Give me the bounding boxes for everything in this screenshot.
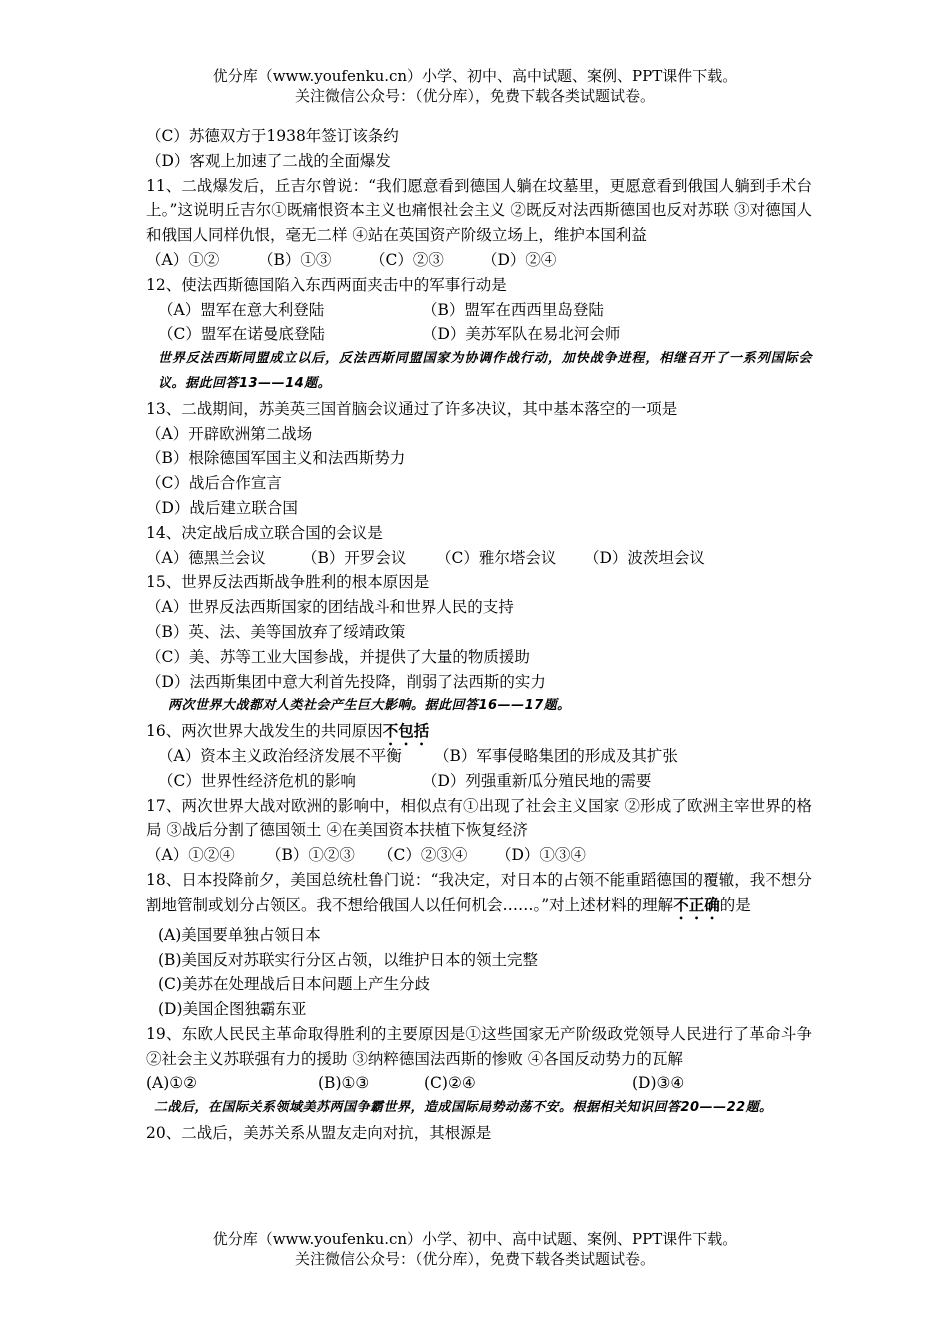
footer-line-2: 关注微信公众号：（优分库），免费下载各类试题试卷。 [294, 1250, 655, 1268]
q18-stem-emphasis: 不正确 [673, 895, 720, 914]
q13-option-a: （A）开辟欧洲第二战场 [146, 424, 313, 443]
instruction-note-16-17: 两次世界大战都对人类社会产生巨大影响。据此回答16——17题。 [168, 698, 571, 714]
q15-option-c: （C）美、苏等工业大国参战，并提供了大量的物质援助 [146, 647, 530, 666]
q19-option-a: (A)①② [146, 1074, 198, 1093]
q16-options-row2 [146, 769, 812, 794]
q14-option-d: （D）波茨坦会议 [584, 548, 705, 567]
q16-options-row1 [146, 744, 812, 769]
q14-option-a: （A）德黑兰会议 [146, 548, 266, 567]
page-header [0, 66, 950, 106]
q18-stem-tail: 的是 [719, 895, 751, 914]
q13-option-d: （D）战后建立联合国 [146, 498, 298, 517]
header-line-1: 优分库（www.youfenku.cn）小学、初中、高中试题、案例、PPT课件下载。 [212, 67, 738, 85]
q20-stem: 20、二战后，美苏关系从盟友走向对抗，其根源是 [146, 1124, 492, 1143]
q17-option-b: （B）①②③ [266, 846, 355, 865]
header-line-2: 关注微信公众号：（优分库），免费下载各类试题试卷。 [294, 87, 655, 105]
q19-option-b: (B)①③ [318, 1074, 370, 1093]
q11-option-d: （D）②④ [482, 250, 557, 269]
q19-stem: 19、东欧人民民主革命取得胜利的主要原因是①这些国家无产阶级政党领导人民进行了革命斗争 ②社会主义苏联强有力的援助 ③纳粹德国法西斯的惨败 ④各国反动势力的瓦解 [146, 1024, 812, 1068]
q12-option-b: （B）盟军在西西里岛登陆 [422, 300, 604, 319]
q15-option-b: （B）英、法、美等国放弃了绥靖政策 [146, 622, 406, 641]
q10-option-d: （D）客观上加速了二战的全面爆发 [146, 151, 391, 170]
q19-option-c: (C)②④ [424, 1074, 476, 1093]
q13-option-b: （B）根除德国军国主义和法西斯势力 [146, 449, 406, 468]
q15-option-d: （D）法西斯集团中意大利首先投降，削弱了法西斯的实力 [146, 672, 546, 691]
q16-option-c: （C）世界性经济危机的影响 [158, 771, 356, 790]
q15-option-a: （A）世界反法西斯国家的团结战斗和世界人民的支持 [146, 598, 514, 617]
instruction-note-20-22: 二战后，在国际关系领域美苏两国争霸世界，造成国际局势动荡不安。根据相关知识回答20——22题。 [154, 1100, 773, 1116]
q18-option-b: (B)美国反对苏联实行分区占领，以维护日本的领土完整 [158, 950, 538, 969]
q11-option-b: （B）①③ [258, 250, 332, 269]
q19-option-d: (D)③④ [632, 1074, 685, 1093]
q13-option-c: （C）战后合作宣言 [146, 474, 282, 493]
q17-option-c: （C）②③④ [378, 846, 468, 865]
q16-stem-emphasis: 不包括 [382, 722, 430, 741]
q14-stem: 14、决定战后成立联合国的会议是 [146, 523, 383, 542]
q14-option-c: （C）雅尔塔会议 [436, 548, 557, 567]
q17-option-d: （D）①③④ [496, 846, 586, 865]
q17-option-a: （A）①②④ [146, 846, 235, 865]
q14-options [146, 546, 812, 571]
q14-option-b: （B）开罗会议 [302, 548, 407, 567]
q18-option-c: (C)美苏在处理战后日本问题上产生分歧 [158, 975, 430, 994]
q12-options-row2 [146, 322, 812, 347]
q18-stem [146, 868, 812, 923]
q10-option-c: （C）苏德双方于1938年签订该条约 [146, 127, 399, 145]
q12-options-row1 [146, 298, 812, 323]
q16-option-d: （D）列强重新瓜分殖民地的需要 [422, 771, 652, 790]
q17-stem: 17、两次世界大战对欧洲的影响中，相似点有①出现了社会主义国家 ②形成了欧洲主宰世界的格局 ③战后分割了德国领土 ④在美国资本扶植下恢复经济 [146, 796, 812, 840]
q11-option-a: （A）①② [146, 250, 220, 269]
q18-option-a: (A)美国要单独占领日本 [158, 925, 321, 944]
q12-option-a: （A）盟军在意大利登陆 [158, 300, 325, 319]
footer-line-1: 优分库（www.youfenku.cn）小学、初中、高中试题、案例、PPT课件下载。 [212, 1230, 738, 1248]
q19-options [146, 1071, 812, 1096]
q12-stem: 12、使法西斯德国陷入东西两面夹击中的军事行动是 [146, 275, 507, 294]
q16-stem [146, 719, 812, 744]
q11-options [146, 248, 812, 273]
q18-option-d: (D)美国企图独霸东亚 [158, 1000, 307, 1019]
q18-stem-text: 18、日本投降前夕，美国总统杜鲁门说：“我决定，对日本的占领不能重蹈德国的覆辙，我不想分割地管制或划分占领区。我不想给俄国人以任何机会……。”对上述材料的理解 [146, 870, 812, 914]
q11-option-c: （C）②③ [370, 250, 444, 269]
q12-option-d: （D）美苏军队在易北河会师 [422, 325, 621, 344]
q11-stem: 11、二战爆发后，丘吉尔曾说：“我们愿意看到德国人躺在坟墓里，更愿意看到俄国人躺到手术台上。”这说明丘吉尔①既痛恨资本主义也痛恨社会主义 ②既反对法西斯德国也反对苏联 ③对德国人和俄国人同样仇恨，毫无二样 ④站在英国资产阶级立场上，维护本国利益 [146, 176, 812, 245]
q13-stem: 13、二战期间，苏美英三国首脑会议通过了许多决议，其中基本落空的一项是 [146, 399, 678, 418]
q16-option-b: （B）军事侵略集团的形成及其扩张 [434, 746, 678, 765]
q15-stem: 15、世界反法西斯战争胜利的根本原因是 [146, 573, 430, 592]
q16-option-a: （A）资本主义政治经济发展不平衡 [158, 746, 402, 765]
q16-stem-text: 16、两次世界大战发生的共同原因 [146, 722, 383, 741]
q17-options [146, 843, 812, 868]
document-body [146, 124, 812, 1146]
q12-option-c: （C）盟军在诺曼底登陆 [158, 325, 325, 344]
page-footer [0, 1229, 950, 1269]
instruction-note-13-14: 世界反法西斯同盟成立以后，反法西斯同盟国家为协调作战行动，加快战争进程，相继召开了一系列国际会议。据此回答13——14题。 [158, 351, 812, 391]
